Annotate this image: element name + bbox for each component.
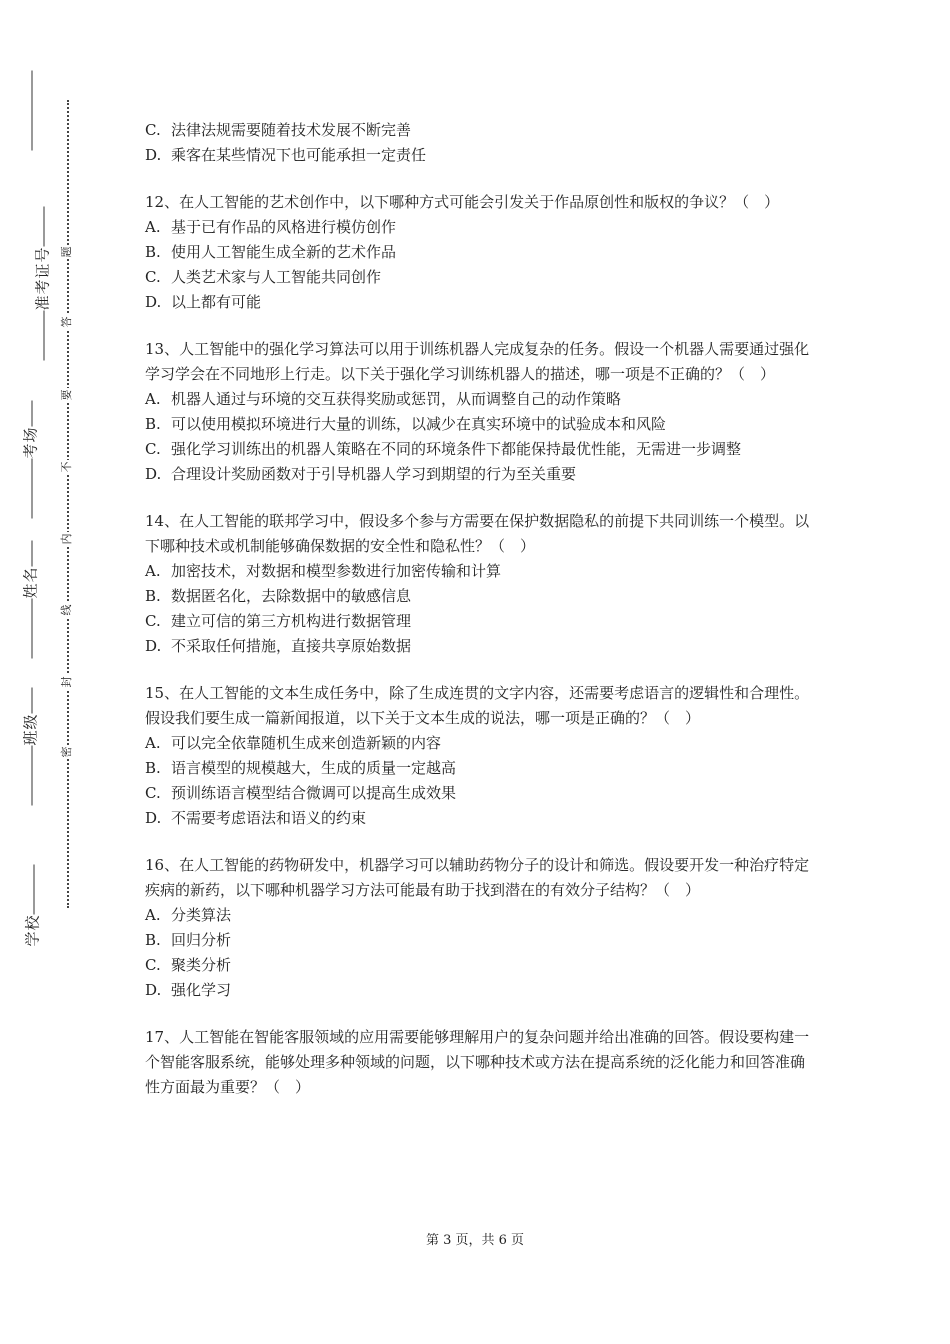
seal-char-nei: 内 [60,533,73,545]
name-blank-before [31,599,33,659]
class-blank [31,687,33,713]
option-a: A. 可以完全依靠随机生成来创造新颖的内容 [145,734,442,752]
class-label: 班级 [21,713,40,746]
option-c: C. 建立可信的第三方机构进行数据管理 [145,612,412,630]
option-c: C. 预训练语言模型结合微调可以提高生成效果 [145,784,457,802]
question-17 [145,1025,813,1100]
option-b: B. 数据匿名化，去除数据中的敏感信息 [145,587,412,605]
admission-number-label: 准考证号 [33,246,52,311]
option-b: B. 使用人工智能生成全新的艺术作品 [145,243,397,261]
option-d: D. 强化学习 [145,981,232,999]
seal-char-ti: 题 [60,246,73,258]
option-c: C. 强化学习训练出的机器人策略在不同的环境条件下都能保持最优性能，无需进一步调整 [145,440,742,458]
admission-number-blank [43,206,45,246]
seal-char-mi: 密 [60,746,73,758]
option-a: A. 加密技术，对数据和模型参数进行加密传输和计算 [145,562,502,580]
name-field [20,539,41,659]
school-label: 学校 [23,914,42,947]
option-a: A. 分类算法 [145,906,232,924]
class-field [20,686,41,806]
seal-char-yao: 要 [60,389,73,401]
admission-number-field [32,221,53,361]
page-number-footer: 第 3 页，共 6 页 [425,1233,525,1248]
name-blank [31,540,33,566]
exam-room-blank-before [31,459,33,519]
school-blank [33,864,35,914]
continued-question-options [145,118,813,168]
question-16 [145,853,813,1003]
question-stem: 17、人工智能在智能客服领域的应用需要能够理解用户的复杂问题并给出准确的回答。假设要构建一个智能客服系统，能够处理多种领域的问题，以下哪种技术或方法在提高系统的泛化能力和回答准确性方面最为重要？（ ） [145,1028,810,1096]
option-a: A. 基于已有作品的风格进行模仿创作 [145,218,397,236]
seal-char-feng: 封 [60,676,73,688]
question-content [145,118,813,1122]
option-c: C. 聚类分析 [145,956,232,974]
option-d: D. 以上都有可能 [145,293,262,311]
option-d: D. 乘客在某些情况下也可能承担一定责任 [145,146,427,164]
exam-room-field [20,399,41,519]
school-field [22,867,43,947]
option-d: D. 不采取任何措施，直接共享原始数据 [145,637,412,655]
question-stem: 14、在人工智能的联邦学习中，假设多个参与方需要在保护数据隐私的前提下共同训练一个模型。以下哪种技术或机制能够确保数据的安全性和隐私性？（ ） [145,512,810,555]
question-15 [145,681,813,831]
option-b: B. 回归分析 [145,931,232,949]
question-stem: 16、在人工智能的药物研发中，机器学习可以辅助药物分子的设计和筛选。假设要开发一种治疗特定疾病的新药，以下哪种机器学习方法可能最有助于找到潜在的有效分子结构？（ ） [145,856,810,899]
binding-margin [0,0,110,1344]
question-stem: 12、在人工智能的艺术创作中，以下哪种方式可能会引发关于作品原创性和版权的争议？（ ） [145,193,780,211]
question-stem: 13、人工智能中的强化学习算法可以用于训练机器人完成复杂的任务。假设一个机器人需要通过强化学习学会在不同地形上行走。以下关于强化学习训练机器人的描述，哪一项是不正确的？（ ） [145,340,810,383]
seal-line [67,100,69,908]
class-blank-before [31,746,33,806]
seal-char-bu: 不 [60,461,73,473]
question-stem: 15、在人工智能的文本生成任务中，除了生成连贯的文字内容，还需要考虑语言的逻辑性和合理性。假设我们要生成一篇新闻报道，以下关于文本生成的说法，哪一项是正确的？（ ） [145,684,810,727]
seal-char-da: 答 [60,316,73,328]
top-border-line [32,71,33,151]
option-c: C. 法律法规需要随着技术发展不断完善 [145,121,412,139]
exam-room-label: 考场 [21,426,40,459]
option-b: B. 语言模型的规模越大，生成的质量一定越高 [145,759,457,777]
admission-blank-before [43,311,45,361]
question-13 [145,337,813,487]
option-d: D. 合理设计奖励函数对于引导机器人学习到期望的行为至关重要 [145,465,577,483]
name-label: 姓名 [21,566,40,599]
option-d: D. 不需要考虑语法和语义的约束 [145,809,367,827]
question-14 [145,509,813,659]
option-a: A. 机器人通过与环境的交互获得奖励或惩罚，从而调整自己的动作策略 [145,390,622,408]
option-c: C. 人类艺术家与人工智能共同创作 [145,268,382,286]
question-12 [145,190,813,315]
option-b: B. 可以使用模拟环境进行大量的训练，以减少在真实环境中的试验成本和风险 [145,415,667,433]
exam-room-blank [31,400,33,426]
seal-char-xian: 线 [60,604,73,616]
